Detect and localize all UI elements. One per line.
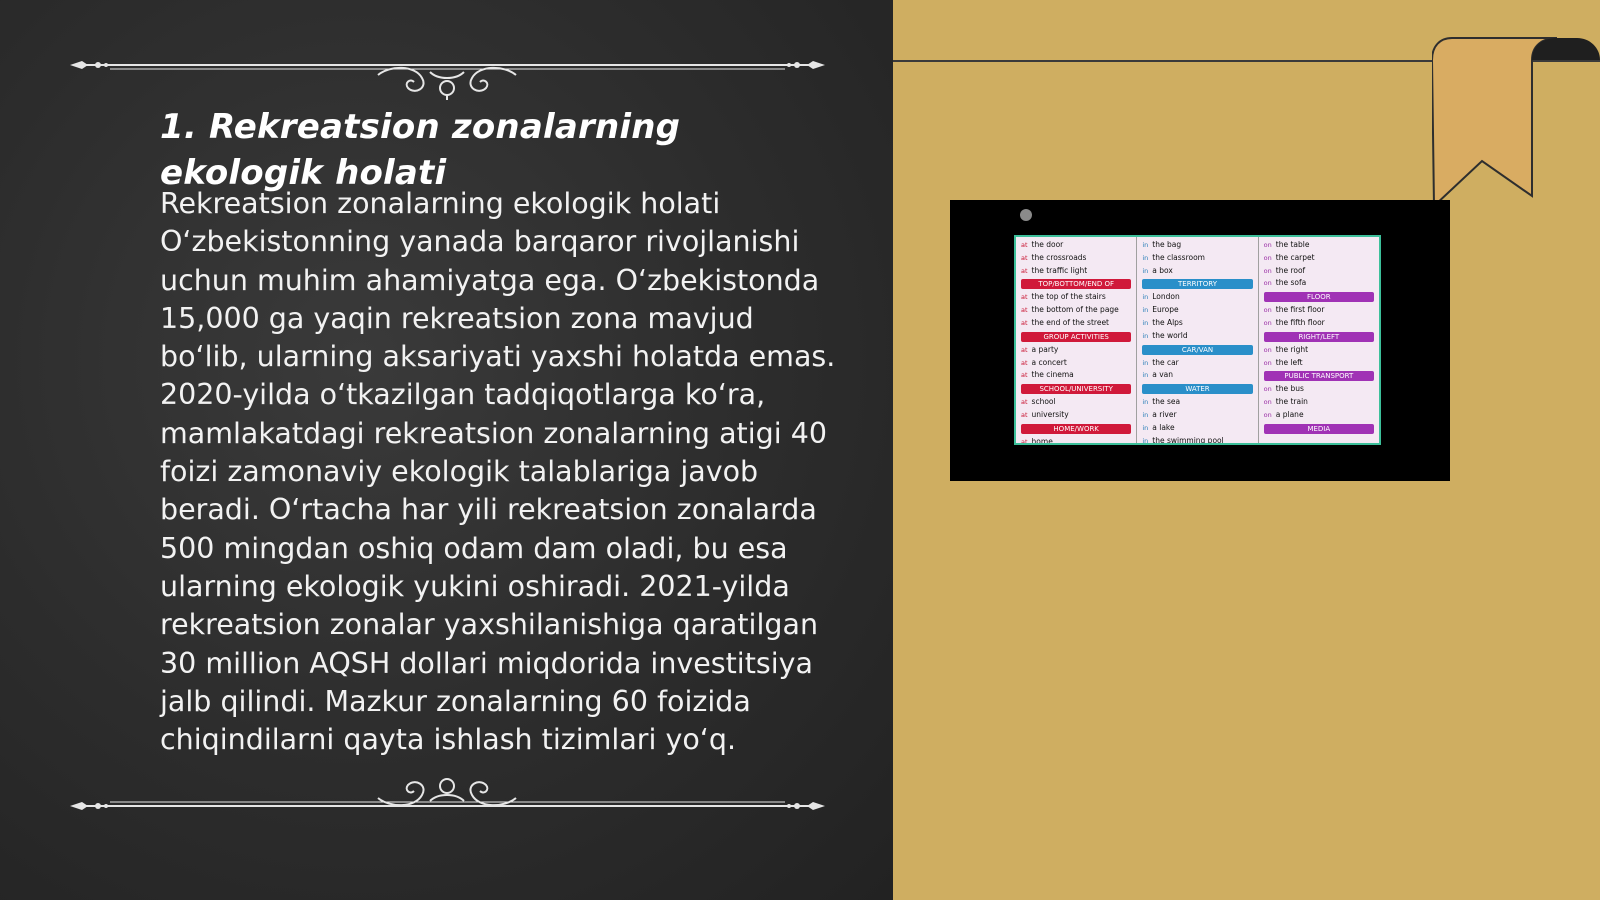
vocab-phrase: the first floor [1275, 305, 1325, 315]
vocab-preposition: at [1021, 306, 1028, 315]
vocab-category-header: TERRITORY [1142, 279, 1252, 289]
vocab-preposition: on [1263, 253, 1272, 262]
vocab-column-on [1259, 237, 1379, 443]
vocab-item [1264, 252, 1374, 265]
vocab-phrase: the cinema [1031, 370, 1074, 380]
vocab-phrase: home [1031, 436, 1053, 443]
vocab-category-header: RIGHT/LEFT [1264, 332, 1374, 342]
vocab-item [1264, 265, 1374, 278]
vocab-item [1021, 304, 1131, 317]
slide-title: 1. Rekreatsion zonalarning ekologik holati [160, 107, 681, 193]
vocab-phrase: the train [1275, 397, 1308, 407]
vocab-preposition: in [1142, 423, 1149, 432]
vocab-phrase: the classroom [1152, 252, 1205, 262]
vocab-phrase: the Alps [1152, 317, 1183, 327]
vocab-item [1021, 265, 1131, 278]
vocab-phrase: the sofa [1275, 278, 1307, 288]
vocab-preposition: in [1142, 253, 1149, 262]
vocabulary-chart-image [1014, 235, 1381, 445]
vocab-item [1142, 357, 1252, 370]
vocab-preposition: at [1021, 345, 1028, 354]
vocab-column-in [1137, 237, 1258, 443]
bookmark-ribbon [1432, 36, 1600, 206]
vocab-preposition: at [1021, 437, 1028, 443]
vocab-item [1142, 239, 1252, 252]
vocab-preposition: at [1021, 398, 1028, 407]
vocab-item [1264, 277, 1374, 290]
vocab-item [1142, 422, 1252, 435]
vocab-phrase: the end of the street [1031, 317, 1109, 327]
vocab-phrase: a lake [1152, 422, 1175, 432]
vocab-phrase: a party [1031, 344, 1059, 354]
vocab-phrase: the bottom of the page [1031, 305, 1119, 315]
vocab-category-header: SCHOOL/UNIVERSITY [1021, 384, 1131, 394]
video-dot-icon [1020, 209, 1032, 221]
vocab-preposition: at [1021, 410, 1028, 419]
vocab-column-at [1016, 237, 1137, 443]
vocab-phrase: the world [1152, 330, 1188, 340]
vocab-item [1264, 357, 1374, 370]
vocab-preposition: at [1021, 318, 1028, 327]
vocab-preposition: in [1142, 241, 1149, 249]
slide-body-text: Rekreatsion zonalarning ekologik holati O‘zbekistonning yanada barqaror rivojlanishi uchun muhim ahamiyatga ega. O‘zbekistonda 15,000 ga yaqin rekreatsion zona mavjud bo‘lib, ularning aksariyati yaxshi holatda emas. 2020-yilda o‘tkazilgan tadqiqotlarga ko‘ra, mamlakatdagi rekreatsion zonalarning atigi 40 foizi zamonaviy ekologik talablariga javob beradi. O‘rtacha har yili rekreatsion zonalarda 500 mingdan oshiq odam dam oladi, bu esa ularning ekologik yukini oshiradi. 2021-yilda rekreatsion zonalar yaxshilanishiga qaratilgan 30 million AQSH dollari miqdorida investitsiya jalb qilindi. Mazkur zonalarning 60 foizida chiqindilarni qayta ishlash tizimlari yo‘q. [160, 187, 836, 757]
ornament-bottom-divider [70, 776, 825, 836]
vocab-preposition: in [1142, 266, 1149, 275]
vocab-item [1142, 265, 1252, 278]
vocab-preposition: at [1021, 371, 1028, 380]
vocab-phrase: the sea [1152, 397, 1181, 407]
vocab-preposition: in [1142, 331, 1149, 340]
video-player[interactable] [950, 200, 1450, 481]
vocab-preposition: at [1021, 253, 1028, 262]
vocab-phrase: the fifth floor [1275, 317, 1325, 327]
vocab-phrase: university [1031, 409, 1069, 419]
vocab-phrase: the traffic light [1031, 265, 1088, 275]
vocab-category-header: MEDIA [1264, 424, 1374, 434]
vocab-item [1021, 291, 1131, 304]
vocab-phrase: the roof [1275, 265, 1306, 275]
vocab-item [1021, 357, 1131, 370]
ornament-top-divider [70, 40, 825, 100]
vocab-phrase: London [1152, 292, 1180, 302]
vocab-preposition: at [1021, 266, 1028, 275]
vocab-phrase: the door [1031, 240, 1064, 249]
vocab-item [1264, 409, 1374, 422]
vocab-preposition: in [1142, 398, 1149, 407]
vocab-item [1021, 252, 1131, 265]
vocab-item [1021, 317, 1131, 330]
vocab-category-header: TOP/BOTTOM/END OF [1021, 279, 1131, 289]
vocab-preposition: on [1263, 318, 1272, 327]
vocab-category-header: PUBLIC TRANSPORT [1264, 371, 1374, 381]
vocab-phrase: school [1031, 397, 1056, 407]
vocab-phrase: the swimming pool [1152, 435, 1224, 443]
vocab-category-header: FLOOR [1264, 292, 1374, 302]
vocab-item [1021, 396, 1131, 409]
vocab-category-header: HOME/WORK [1021, 424, 1131, 434]
vocab-phrase: the table [1275, 240, 1310, 249]
vocab-item [1021, 436, 1131, 443]
vocab-preposition: at [1021, 241, 1028, 249]
vocab-preposition: on [1263, 306, 1272, 315]
vocab-preposition: on [1263, 410, 1272, 419]
vocab-preposition: in [1142, 371, 1149, 380]
vocab-preposition: on [1263, 345, 1272, 354]
vocab-item [1021, 344, 1131, 357]
vocab-preposition: on [1263, 398, 1272, 407]
vocab-preposition: in [1142, 410, 1149, 419]
vocab-item [1142, 435, 1252, 443]
vocab-phrase: the car [1152, 357, 1179, 367]
vocab-phrase: Europe [1152, 305, 1179, 315]
vocab-phrase: a river [1152, 409, 1177, 419]
vocab-category-header: GROUP ACTIVITIES [1021, 332, 1131, 342]
vocab-item [1021, 409, 1131, 422]
vocab-item [1021, 239, 1131, 252]
vocab-item [1142, 252, 1252, 265]
vocab-item [1264, 304, 1374, 317]
vocab-phrase: a plane [1275, 409, 1304, 419]
vocab-item [1142, 317, 1252, 330]
vocab-item [1264, 344, 1374, 357]
vocab-preposition: at [1021, 358, 1028, 367]
vocab-preposition: in [1142, 358, 1149, 367]
vocab-preposition: on [1263, 266, 1272, 275]
vocab-phrase: the left [1275, 357, 1303, 367]
vocab-item [1142, 330, 1252, 343]
vocab-phrase: a concert [1031, 357, 1067, 367]
vocab-item [1142, 369, 1252, 382]
vocab-item [1142, 304, 1252, 317]
vocab-category-header: CAR/VAN [1142, 345, 1252, 355]
vocab-item [1264, 317, 1374, 330]
vocab-preposition: at [1021, 293, 1028, 302]
vocab-preposition: on [1263, 358, 1272, 367]
vocab-preposition: in [1142, 436, 1149, 443]
vocab-item [1021, 369, 1131, 382]
vocab-item [1264, 239, 1374, 252]
vocab-preposition: on [1263, 385, 1272, 394]
vocab-item [1142, 291, 1252, 304]
vocab-phrase: the bag [1152, 240, 1182, 249]
vocab-category-header: WATER [1142, 384, 1252, 394]
vocab-phrase: a box [1152, 265, 1173, 275]
vocab-phrase: a van [1152, 370, 1174, 380]
vocab-preposition: in [1142, 293, 1149, 302]
vocab-item [1264, 396, 1374, 409]
vocab-phrase: the crossroads [1031, 252, 1087, 262]
vocab-item [1264, 383, 1374, 396]
vocab-preposition: in [1142, 318, 1149, 327]
vocab-item [1142, 396, 1252, 409]
vocab-preposition: on [1263, 241, 1272, 249]
vocab-phrase: the carpet [1275, 252, 1315, 262]
vocab-phrase: the top of the stairs [1031, 292, 1106, 302]
vocab-preposition: on [1263, 279, 1272, 288]
vocab-item [1142, 409, 1252, 422]
vocab-preposition: in [1142, 306, 1149, 315]
vocab-phrase: the right [1275, 344, 1309, 354]
vocab-phrase: the bus [1275, 384, 1304, 394]
